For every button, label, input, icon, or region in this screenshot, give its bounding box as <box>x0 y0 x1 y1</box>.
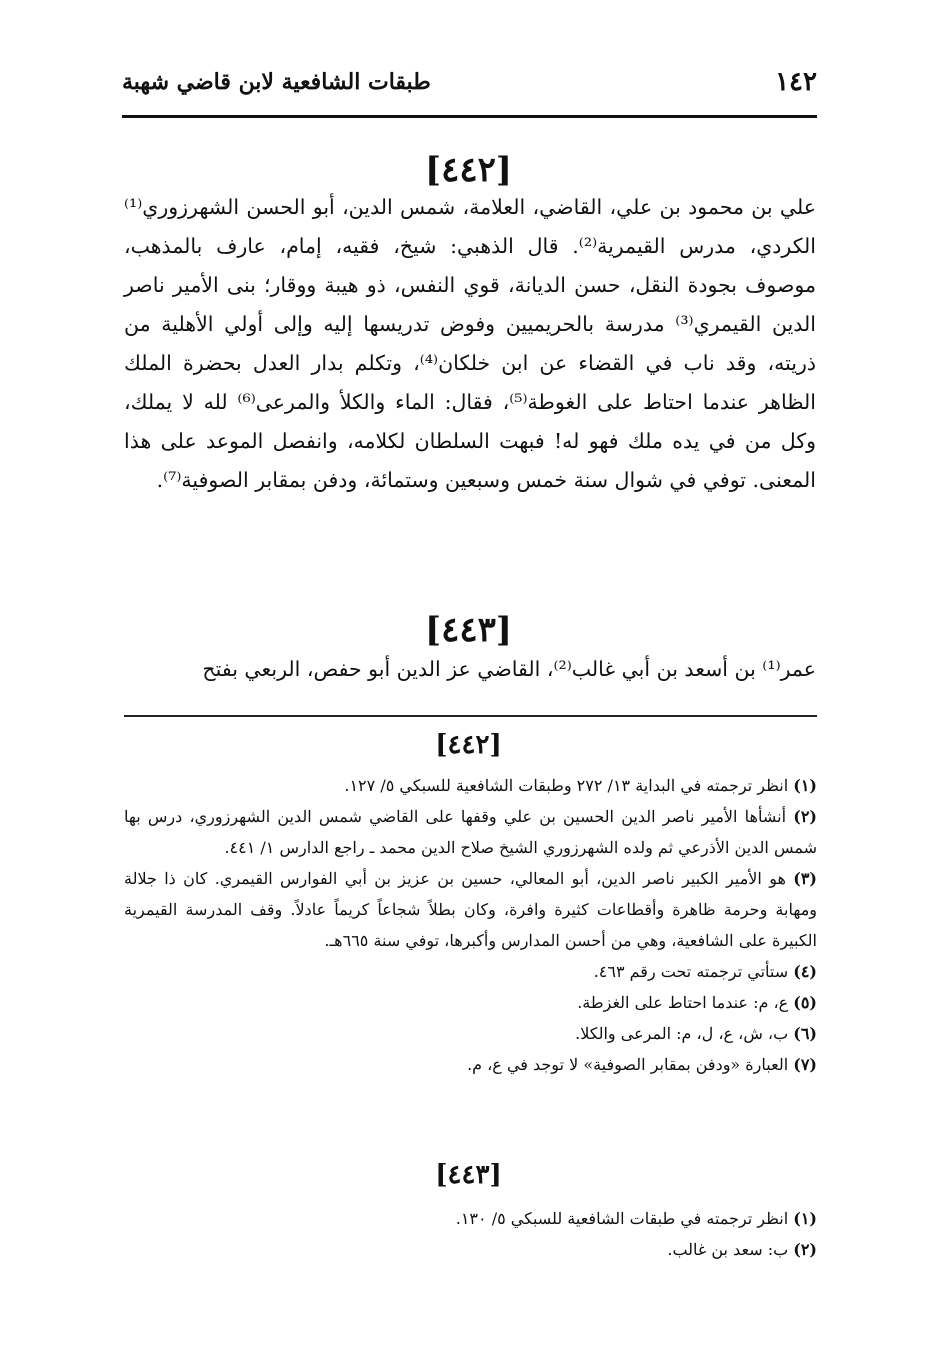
footnotes-heading-442: [٤٤٢] <box>435 730 502 760</box>
footnote-rule <box>124 715 817 717</box>
footnote-text: انظر ترجمته في طبقات الشافعية للسبكي ٥/ ١٣٠. <box>455 1209 789 1228</box>
header-rule <box>122 115 817 118</box>
footnote-item <box>124 1049 817 1080</box>
running-title: طبقات الشافعية لابن قاضي شهبة <box>122 69 431 95</box>
footnote-text: انظر ترجمته في البداية ١٣/ ٢٧٢ وطبقات الشافعية للسبكي ٥/ ١٢٧. <box>344 776 789 795</box>
entry-number-442: [٤٤٢] <box>425 150 512 190</box>
footnote-item <box>124 1203 817 1234</box>
page-header <box>122 62 817 102</box>
footnote-item <box>124 956 817 987</box>
footnote-number: (٥) <box>793 993 817 1012</box>
footnote-number: (٦) <box>793 1024 817 1043</box>
footnote-number: (٧) <box>793 1055 817 1074</box>
entry-number-443: [٤٤٣] <box>425 610 512 650</box>
page-number: ١٤٢ <box>775 67 817 97</box>
footnote-number: (٢) <box>793 807 817 826</box>
footnote-item <box>124 987 817 1018</box>
footnote-text: أنشأها الأمير ناصر الدين الحسين بن علي وقفها على القاضي شمس الدين الشهرزوري، درس بها شمس الدين الأذرعي ثم ولده الشهرزوري الشيخ صلاح الدين محمد ـ راجع الدارس ١/ ٤٤١. <box>124 807 817 857</box>
footnote-number: (١) <box>793 776 817 795</box>
footnote-number: (٣) <box>793 869 817 888</box>
footnote-number: (٤) <box>793 962 817 981</box>
footnote-item <box>124 770 817 801</box>
footnote-number: (١) <box>793 1209 817 1228</box>
footnote-text: ع، م: عندما احتاط على الغزطة. <box>577 993 789 1012</box>
biography-442: علي بن محمود بن علي، القاضي، العلامة، شمس الدين، أبو الحسن الشهرزوري⁽¹⁾ الكردي، مدرس القيمرية⁽²⁾. قال الذهبي: شيخ، فقيه، إمام، عارف بالمذهب، موصوف بجودة النقل، حسن الديانة، قوي النفس، ذو هيبة ووقار؛ بنى الأمير ناصر الدين القيمري⁽³⁾ مدرسة بالحريميين وفوض تدريسها إليه وإلى أولي الأهلية من ذريته، وقد ناب في القضاء عن ابن خلكان⁽⁴⁾، وتكلم بدار العدل بحضرة الملك الظاهر عندما احتاط على الغوطة⁽⁵⁾، فقال: الماء والكلأ والمرعى⁽⁶⁾ لله لا يملك، وكل من في يده ملك فهو له! فبهت السلطان لكلامه، وانفصل الموعد على هذا المعنى. توفي في شوال سنة خمس وسبعين وستمائة، ودفن بمقابر الصوفية⁽⁷⁾. <box>124 195 816 492</box>
footnote-number: (٢) <box>793 1240 817 1259</box>
biography-443: عمر⁽¹⁾ بن أسعد بن أبي غالب⁽²⁾، القاضي عز الدين أبو حفص، الربعي بفتح <box>202 657 816 681</box>
footnote-item <box>124 1234 817 1265</box>
footnote-item <box>124 801 817 863</box>
footnote-text: ستأتي ترجمته تحت رقم ٤٦٣. <box>593 962 789 981</box>
footnote-text: ب: سعد بن غالب. <box>667 1240 789 1259</box>
footnote-text: ب، ش، ع، ل، م: المرعى والكلا. <box>575 1024 789 1043</box>
footnotes-heading-443: [٤٤٣] <box>435 1160 502 1190</box>
footnotes-442 <box>124 770 817 1080</box>
footnotes-443 <box>124 1203 817 1265</box>
footnote-item <box>124 1018 817 1049</box>
footnote-text: العبارة «ودفن بمقابر الصوفية» لا توجد في ع، م. <box>467 1055 789 1074</box>
footnote-text: هو الأمير الكبير ناصر الدين، أبو المعالي، حسين بن عزيز بن أبي الفوارس القيمري. كان ذا جلالة ومهابة وحرمة ظاهرة وأقطاعات كثيرة وافرة، وكان بطلاً شجاعاً كريماً عادلاً. وقف المدرسة القيمرية الكبيرة على الشافعية، وهي من أحسن المدارس وأكبرها، توفي سنة ٦٦٥هـ. <box>124 869 817 950</box>
footnote-item <box>124 863 817 956</box>
